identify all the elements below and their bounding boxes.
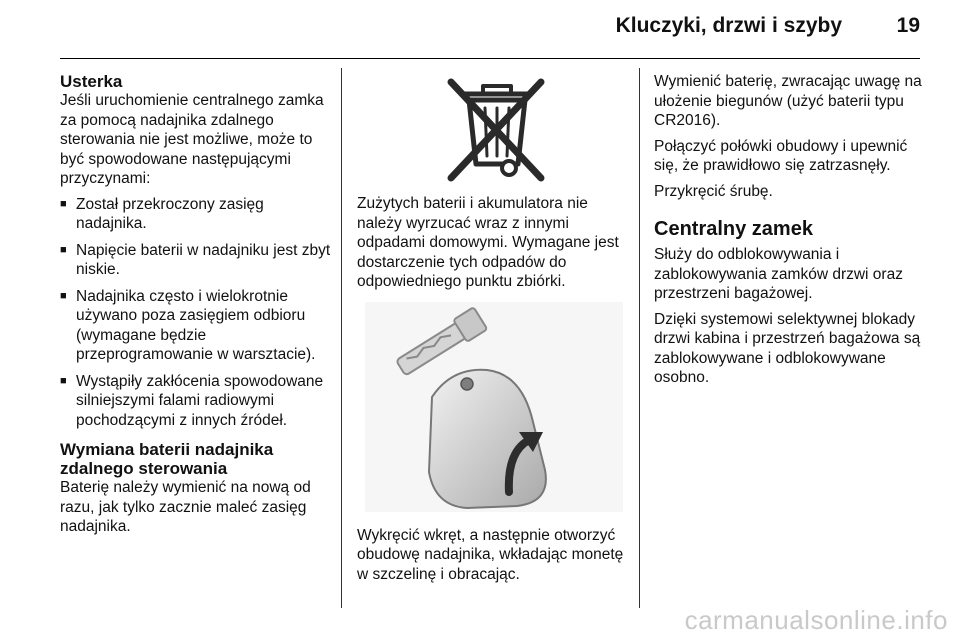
crossed-out-wheelie-bin-icon xyxy=(357,72,629,182)
list-item: ■ Wystąpiły zakłócenia spowodowane silniejszymi falami radiowymi pochodzącymi z innych źródeł. xyxy=(60,372,332,431)
central-lock-paragraph-2: Dzięki systemowi selektywnej blokady drzwi kabina i przestrzeń bagażowa są zablokowywane i odblokowywane osobno. xyxy=(654,310,921,386)
central-lock-paragraph-1: Służy do odblokowywania i zablokowywania zamków drzwi oraz przestrzeni bagażowej. xyxy=(654,246,903,302)
watermark: carmanualsonline.info xyxy=(684,605,948,635)
centralny-zamek-heading: Centralny zamek xyxy=(654,218,813,240)
battery-disposal-paragraph: Zużytych baterii i akumulatora nie należy wyrzucać wraz z innymi odpadami domowymi. Wymagane jest dostarczenie tych odpadów do odpowiedniego punktu zbiórki. xyxy=(357,195,619,290)
column-divider-1 xyxy=(341,68,342,608)
usterka-paragraph: Jeśli uruchomienie centralnego zamka za pomocą nadajnika zdalnego sterowania nie jest możliwe, może to być spowodowane następującymi przyczynami: xyxy=(60,92,324,187)
causes-list xyxy=(60,195,332,431)
housing-close-paragraph: Połączyć połówki obudowy i upewnić się, że prawidłowo się zatrzasnęły. xyxy=(654,137,908,174)
wymiana-heading: Wymiana baterii nadajnika zdalnego sterowania xyxy=(60,440,274,478)
page-number: 19 xyxy=(896,14,920,37)
column-1 xyxy=(60,72,332,543)
column-3 xyxy=(654,72,922,394)
page-header xyxy=(0,0,960,58)
page-title: Kluczyki, drzwi i szyby xyxy=(615,14,842,37)
usterka-heading: Usterka xyxy=(60,72,123,91)
screw-paragraph: Przykręcić śrubę. xyxy=(654,182,773,200)
header-divider xyxy=(60,58,920,59)
key-fob-illustration xyxy=(357,302,629,512)
list-item: ■ Nadajnika często i wielokrotnie używano poza zasięgiem odbioru (wymagane będzie przeprogramowanie w warsztacie). xyxy=(60,287,332,365)
column-divider-2 xyxy=(639,68,640,608)
battery-polarity-paragraph: Wymienić baterię, zwracając uwagę na ułożenie biegunów (użyć baterii typu CR2016). xyxy=(654,73,922,129)
list-item: ■ Napięcie baterii w nadajniku jest zbyt niskie. xyxy=(60,241,332,280)
column-2 xyxy=(357,72,629,590)
list-item: ■ Został przekroczony zasięg nadajnika. xyxy=(60,195,332,234)
fob-opening-caption: Wykręcić wkręt, a następnie otworzyć obudowę nadajnika, wkładając monetę w szczelinę i obracając. xyxy=(357,526,624,583)
wymiana-paragraph: Baterię należy wymienić na nową od razu, jak tylko zacznie maleć zasięg nadajnika. xyxy=(60,479,311,535)
